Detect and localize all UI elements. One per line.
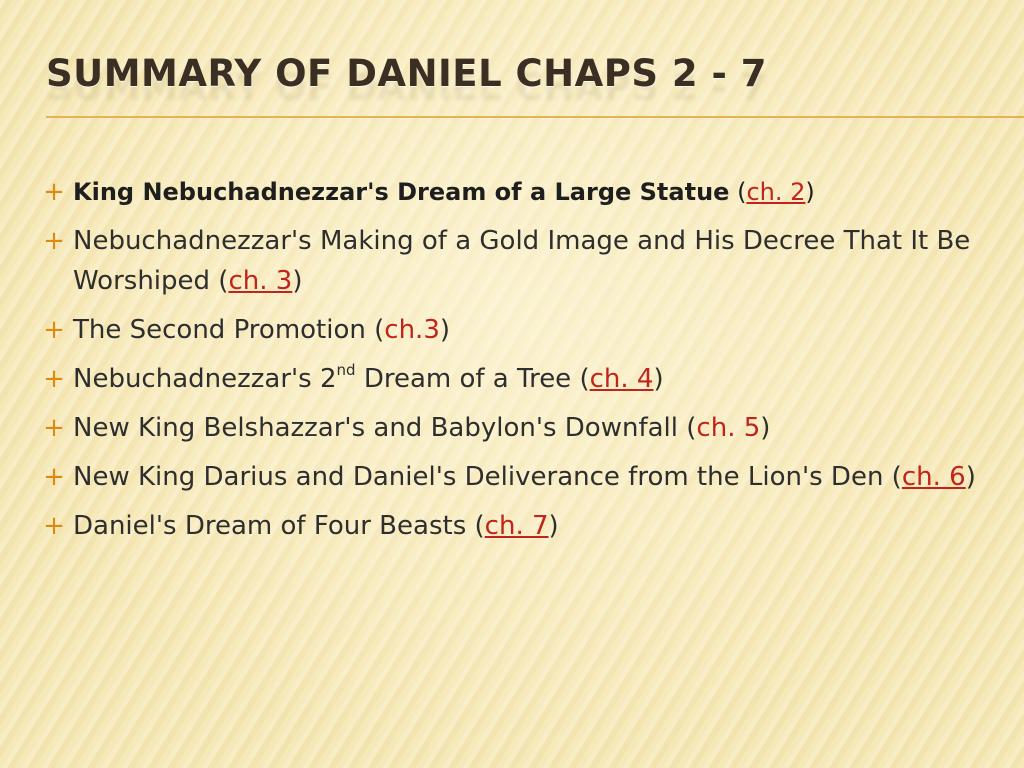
bullet-item-ch7 bbox=[40, 506, 1000, 546]
paren-open: ( bbox=[883, 462, 902, 492]
bullet-text: Nebuchadnezzar's 2 bbox=[73, 364, 337, 394]
chapter-link-ch3[interactable]: ch. 3 bbox=[228, 266, 293, 296]
paren-close: ) bbox=[292, 266, 303, 296]
bullet-item-ch4 bbox=[40, 359, 1000, 399]
plus-bullet-icon: + bbox=[43, 462, 65, 492]
title-underline bbox=[46, 116, 1024, 118]
bullet-text: The Second Promotion bbox=[73, 315, 366, 345]
chapter-summary-list bbox=[40, 172, 1000, 555]
chapter-link-ch2[interactable]: ch. 2 bbox=[746, 178, 806, 206]
bullet-item-ch2 bbox=[40, 172, 1000, 212]
paren-open: ( bbox=[466, 511, 485, 541]
chapter-ref-ch5: ch. 5 bbox=[696, 413, 761, 443]
bullet-item-ch3-gold-image bbox=[40, 221, 1000, 301]
chapter-link-ch7[interactable]: ch. 7 bbox=[484, 511, 549, 541]
chapter-link-ch4[interactable]: ch. 4 bbox=[589, 364, 654, 394]
paren-close: ) bbox=[439, 315, 451, 345]
bullet-item-ch3-promotion bbox=[40, 310, 1000, 350]
chapter-ref-ch3: ch.3 bbox=[384, 315, 440, 345]
paren-open: ( bbox=[210, 266, 229, 296]
plus-bullet-icon: + bbox=[43, 511, 65, 541]
bullet-text: New King Belshazzar's and Babylon's Downfall bbox=[73, 413, 678, 443]
paren-open: ( bbox=[571, 364, 590, 394]
plus-bullet-icon: + bbox=[43, 226, 65, 256]
bullet-item-ch5 bbox=[40, 408, 1000, 448]
plus-bullet-icon: + bbox=[43, 177, 65, 207]
paren-open: ( bbox=[678, 413, 697, 443]
paren-close: ) bbox=[965, 462, 976, 492]
bullet-text-cont: Dream of a Tree bbox=[355, 364, 572, 394]
bullet-text: New King Darius and Daniel's Deliverance from the Lion's Den bbox=[73, 462, 884, 492]
paren-open: ( bbox=[365, 315, 385, 345]
ordinal-suffix: nd bbox=[336, 361, 356, 380]
paren-close: ) bbox=[760, 413, 771, 443]
bullet-item-ch6 bbox=[40, 457, 1000, 497]
paren-close: ) bbox=[805, 178, 815, 206]
paren-open: ( bbox=[729, 178, 747, 206]
plus-bullet-icon: + bbox=[43, 364, 65, 394]
paren-close: ) bbox=[548, 511, 559, 541]
bullet-text: Nebuchadnezzar's Making of a Gold Image and His Decree That It Be Worshiped bbox=[73, 226, 971, 296]
bullet-text: Daniel's Dream of Four Beasts bbox=[73, 511, 467, 541]
chapter-link-ch6[interactable]: ch. 6 bbox=[901, 462, 966, 492]
plus-bullet-icon: + bbox=[43, 315, 65, 345]
slide-title: SUMMARY OF DANIEL CHAPS 2 - 7 bbox=[46, 52, 768, 95]
paren-close: ) bbox=[653, 364, 664, 394]
bullet-text: King Nebuchadnezzar's Dream of a Large Statue bbox=[73, 178, 730, 206]
plus-bullet-icon: + bbox=[43, 413, 65, 443]
